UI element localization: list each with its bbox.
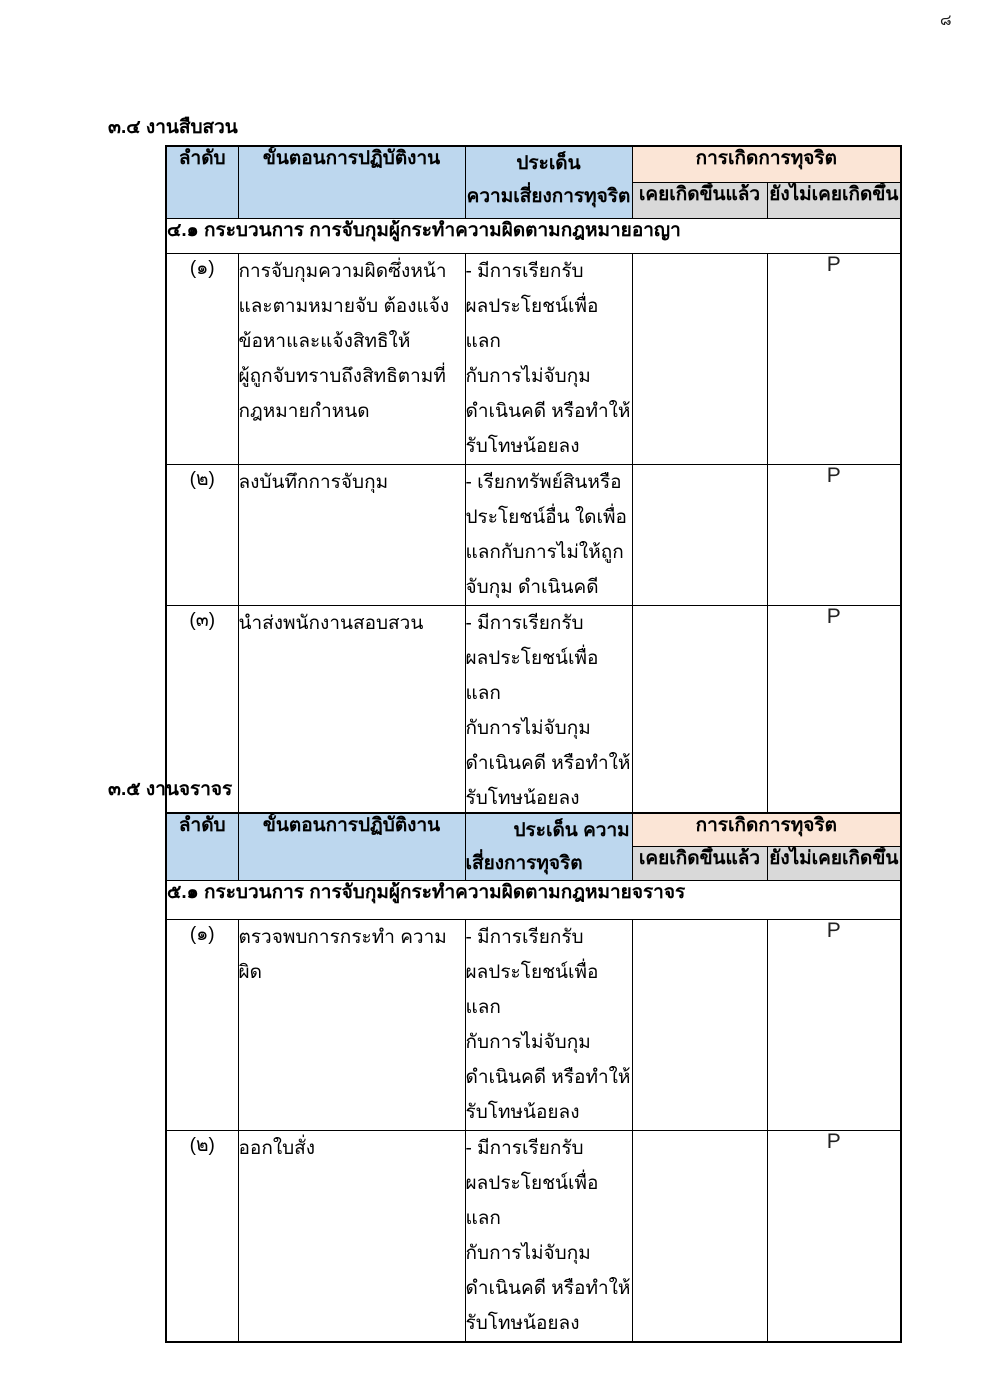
col-header-occurrence-group: การเกิดการทุจริต [632, 813, 901, 847]
risk-cell: - มีการเรียกรับ ผลประโยชน์เพื่อแลก กับการไม่จับกุม ดำเนินคดี หรือทำให้ รับโทษน้อยลง [465, 920, 632, 1131]
section-heading-traffic: ๓.๕ งานจราจร [108, 779, 233, 800]
table-row [166, 253, 901, 464]
header-row-top [166, 146, 901, 182]
not-occurred-check-cell: P [767, 1131, 901, 1343]
not-occurred-check-cell: P [767, 605, 901, 817]
occurred-cell [632, 605, 767, 817]
traffic-risk-table [165, 812, 902, 1343]
col-header-step: ขั้นตอนการปฏิบัติงาน [238, 146, 465, 218]
occurred-cell [632, 464, 767, 605]
table-row [166, 920, 901, 1131]
not-occurred-check-cell: P [767, 464, 901, 605]
col-header-occurred: เคยเกิดขึ้นแล้ว [632, 182, 767, 218]
col-header-not-occurred: ยังไม่เคยเกิดขึ้น [767, 847, 901, 881]
row-number: (๓) [166, 605, 238, 817]
col-header-order: ลำดับ [166, 146, 238, 218]
step-cell: ลงบันทึกการจับกุม [238, 464, 465, 605]
step-cell: ออกใบสั่ง [238, 1131, 465, 1343]
row-number: (๑) [166, 920, 238, 1131]
process-section-row [166, 218, 901, 253]
row-number: (๒) [166, 1131, 238, 1343]
col-header-occurrence-group: การเกิดการทุจริต [632, 146, 901, 182]
section-heading-investigation: ๓.๔ งานสืบสวน [108, 117, 238, 138]
header-row-top [166, 813, 901, 847]
process-section-label: ๔.๑ กระบวนการ การจับกุมผู้กระทำความผิดตามกฎหมายอาญา [166, 218, 901, 253]
risk-cell: - มีการเรียกรับ ผลประโยชน์เพื่อแลก กับการไม่จับกุม ดำเนินคดี หรือทำให้ รับโทษน้อยลง [465, 1131, 632, 1343]
step-cell: การจับกุมความผิดซึ่งหน้า และตามหมายจับ ต้องแจ้ง ข้อหาและแจ้งสิทธิให้ ผู้ถูกจับทราบถึงสิทธิตามที่ กฎหมายกำหนด [238, 253, 465, 464]
risk-cell: - เรียกทรัพย์สินหรือ ประโยชน์อื่น ใดเพื่อ แลกกับการไม่ให้ถูก จับกุม ดำเนินคดี [465, 464, 632, 605]
occurred-cell [632, 1131, 767, 1343]
risk-cell: - มีการเรียกรับ ผลประโยชน์เพื่อแลก กับการไม่จับกุม ดำเนินคดี หรือทำให้ รับโทษน้อยลง [465, 253, 632, 464]
col-header-occurred: เคยเกิดขึ้นแล้ว [632, 847, 767, 881]
col-header-risk: ประเด็น ความ เสี่ยงการทุจริต [465, 813, 632, 881]
col-header-not-occurred: ยังไม่เคยเกิดขึ้น [767, 182, 901, 218]
investigation-risk-table [165, 145, 902, 818]
table-row [166, 605, 901, 817]
table-row [166, 464, 901, 605]
step-cell: นำส่งพนักงานสอบสวน [238, 605, 465, 817]
page-number: ๘ [940, 12, 952, 29]
col-header-step: ขั้นตอนการปฏิบัติงาน [238, 813, 465, 881]
row-number: (๑) [166, 253, 238, 464]
step-cell: ตรวจพบการกระทำ ความผิด [238, 920, 465, 1131]
table-row [166, 1131, 901, 1343]
occurred-cell [632, 920, 767, 1131]
risk-cell: - มีการเรียกรับ ผลประโยชน์เพื่อแลก กับการไม่จับกุม ดำเนินคดี หรือทำให้ รับโทษน้อยลง [465, 605, 632, 817]
not-occurred-check-cell: P [767, 920, 901, 1131]
process-section-label: ๕.๑ กระบวนการ การจับกุมผู้กระทำความผิดตามกฎหมายจราจร [166, 881, 901, 920]
process-section-row [166, 881, 901, 920]
occurred-cell [632, 253, 767, 464]
col-header-order: ลำดับ [166, 813, 238, 881]
not-occurred-check-cell: P [767, 253, 901, 464]
col-header-risk: ประเด็น ความเสี่ยงการทุจริต [465, 146, 632, 218]
row-number: (๒) [166, 464, 238, 605]
